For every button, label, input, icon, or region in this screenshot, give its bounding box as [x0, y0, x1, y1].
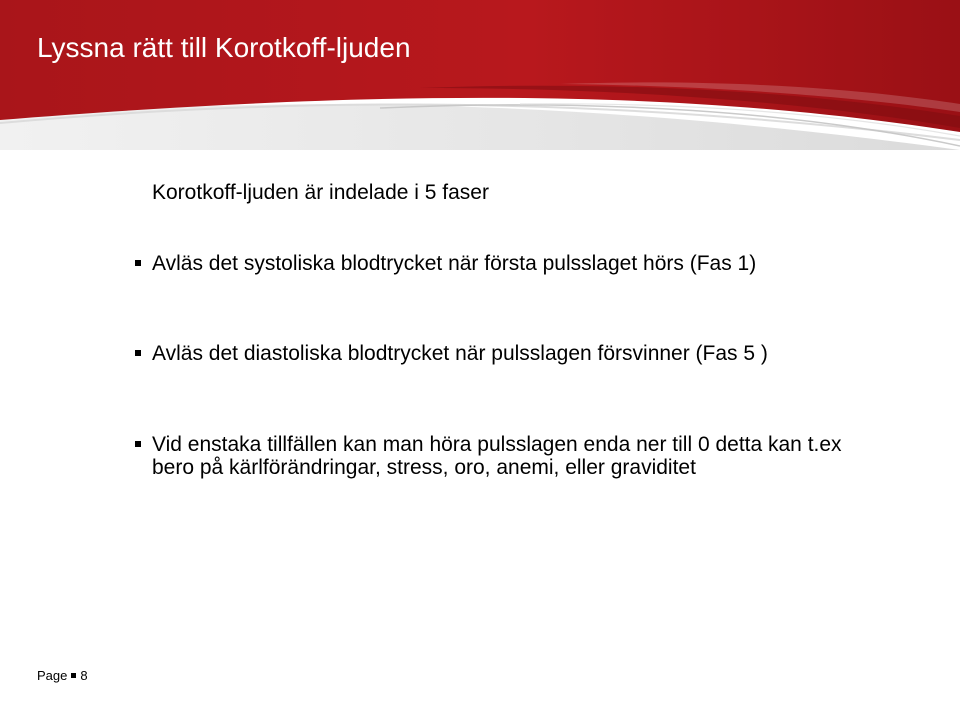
bullet-item-exceptions	[152, 433, 852, 479]
slide-title: Lyssna rätt till Korotkoff-ljuden	[37, 32, 411, 63]
square-bullet-icon	[71, 673, 76, 678]
bullet-item-systolic	[152, 252, 852, 275]
bullet-text: Avläs det systoliska blodtrycket när första pulsslaget hörs (Fas 1)	[152, 252, 757, 275]
header-background	[0, 0, 960, 150]
square-bullet-icon	[135, 260, 141, 266]
bullet-item-diastolic	[152, 342, 852, 365]
bullet-text: Avläs det diastoliska blodtrycket när pulsslagen försvinner (Fas 5 )	[152, 342, 768, 365]
bullet-text: Vid enstaka tillfällen kan man höra pulsslagen enda ner till 0 detta kan t.ex bero på kärlförändringar, stress, oro, anemi, eller graviditet	[152, 433, 842, 479]
intro-text: Korotkoff-ljuden är indelade i 5 faser	[152, 181, 489, 204]
page-number: 8	[80, 668, 88, 683]
header-banner	[0, 0, 960, 150]
page-label: Page	[37, 668, 68, 683]
square-bullet-icon	[135, 441, 141, 447]
square-bullet-icon	[135, 350, 141, 356]
page-footer	[37, 668, 88, 684]
